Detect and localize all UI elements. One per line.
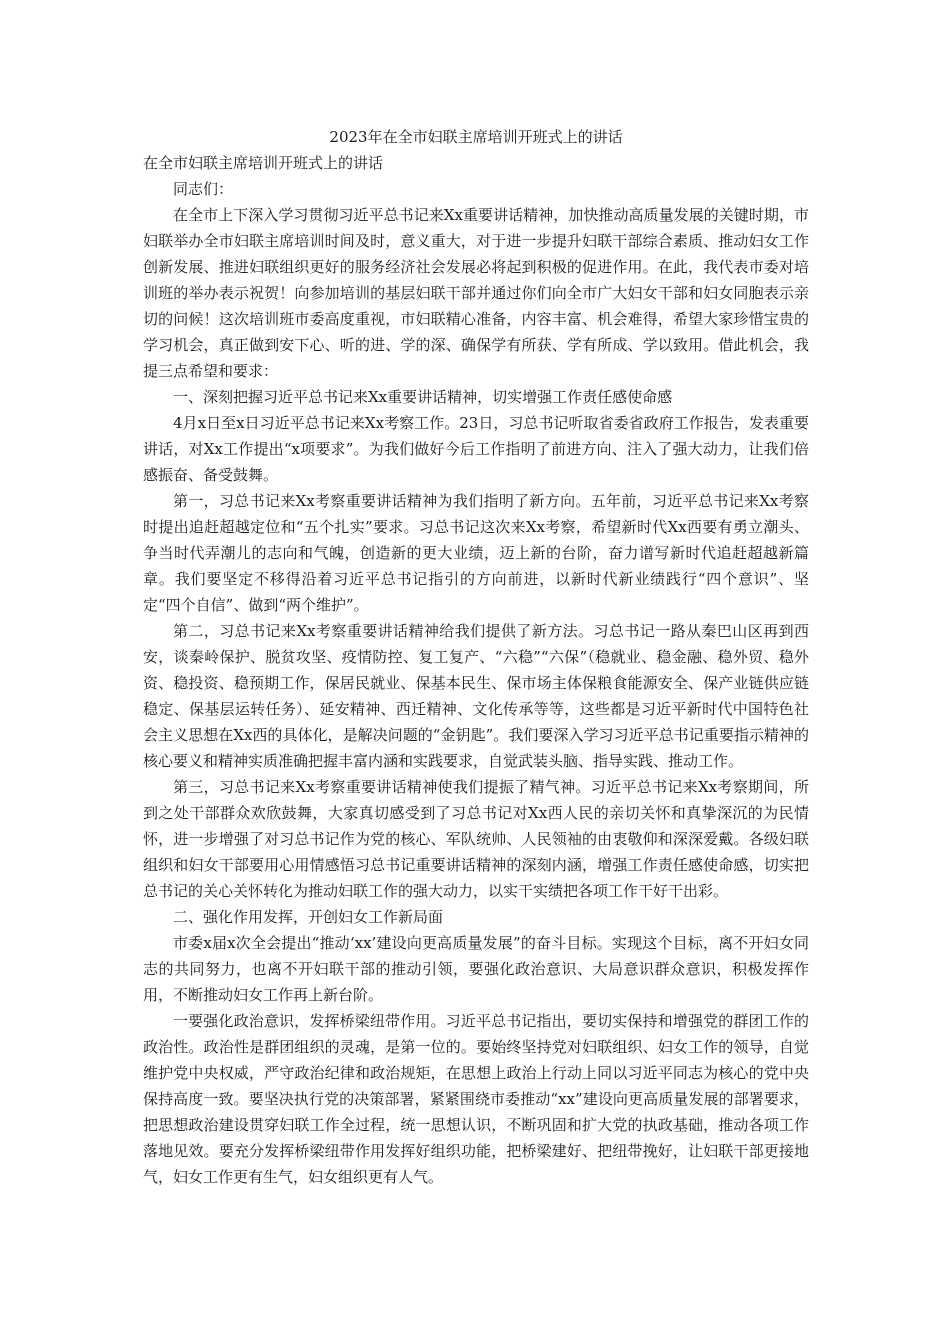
section-heading-1: 一、深刻把握习近平总书记来Xx重要讲话精神，切实增强工作责任感使命感 bbox=[173, 388, 673, 406]
paragraph-third-point: 第三，习总书记来Xx考察重要讲话精神使我们提振了精气神。习近平总书记来Xx考察期间，所到之处干部群众欢欣鼓舞，大家真切感受到了习总书记对Xx西人民的亲切关怀和真挚深沉的为民情怀，进一步增强了对习总书记作为党的核心、军队统帅、人民领袖的由衷敬仰和深深爱戴。各级妇联组织和妇女干部要用心用情感悟习总书记重要讲话精神的深刻内涵，增强工作责任感使命感，切实把总书记的关心关怀转化为推动妇联工作的强大动力，以实干实绩把各项工作干好干出彩。 bbox=[143, 778, 809, 900]
paragraph-inspection: 4月x日至x日习近平总书记来Xx考察工作。23日，习总书记听取省委省政府工作报告，发表重要讲话，对Xx工作提出“x项要求”。为我们做好今后工作指明了前进方向、注入了强大动力，让我们倍感振奋、备受鼓舞。 bbox=[143, 414, 809, 484]
paragraph-goal: 市委x届x次全会提出“推动‘xx’建设向更高质量发展”的奋斗目标。实现这个目标，离不开妇女同志的共同努力，也离不开妇联干部的推动引领，要强化政治意识、大局意识群众意识，积极发挥作用，不断推动妇女工作再上新台阶。 bbox=[143, 934, 809, 1004]
document-title: 2023年在全市妇联主席培训开班式上的讲话 bbox=[329, 128, 623, 146]
salutation: 同志们： bbox=[173, 180, 234, 198]
paragraph-first-point: 第一，习总书记来Xx考察重要讲话精神为我们指明了新方向。五年前，习近平总书记来Xx考察时提出追赶超越定位和“五个扎实”要求。习总书记这次来Xx考察，希望新时代Xx西要有勇立潮头、争当时代弄潮儿的志向和气魄，创造新的更大业绩，迈上新的台阶，奋力谱写新时代追赶超越新篇章。我们要坚定不移得沿着习近平总书记指引的方向前进，以新时代新业绩践行“四个意识”、坚定“四个自信”、做到“两个维护”。 bbox=[143, 492, 809, 614]
paragraph-intro: 在全市上下深入学习贯彻习近平总书记来Xx重要讲话精神，加快推动高质量发展的关键时期，市妇联举办全市妇联主席培训时间及时，意义重大，对于进一步提升妇联干部综合素质、推动妇女工作创新发展、推进妇联组织更好的服务经济社会发展必将起到积极的促进作用。在此，我代表市委对培训班的举办表示祝贺！向参加培训的基层妇联干部并通过你们向全市广大妇女干部和妇女同胞表示亲切的问候！这次培训班市委高度重视，市妇联精心准备，内容丰富、机会难得，希望大家珍惜宝贵的学习机会，真正做到安下心、听的进、学的深、确保学有所获、学有所成、学以致用。借此机会，我提三点希望和要求： bbox=[143, 206, 809, 380]
paragraph-political-awareness: 一要强化政治意识，发挥桥梁纽带作用。习近平总书记指出，要切实保持和增强党的群团工作的政治性。政治性是群团组织的灵魂，是第一位的。要始终坚持党对妇联组织、妇女工作的领导，自觉维护党中央权威，严守政治纪律和政治规矩，在思想上政治上行动上同以习近平同志为核心的党中央保持高度一致。要坚决执行党的决策部署，紧紧围绕市委推动“xx”建设向更高质量发展的部署要求，把思想政治建设贯穿妇联工作全过程，统一思想认识，不断巩固和扩大党的执政基础，推动各项工作落地见效。要充分发挥桥梁纽带作用发挥好组织功能，把桥梁建好、把纽带挽好，让妇联干部更接地气，妇女工作更有生气，妇女组织更有人气。 bbox=[143, 1012, 809, 1186]
paragraph-second-point: 第二，习总书记来Xx考察重要讲话精神给我们提供了新方法。习总书记一路从秦巴山区再到西安，谈秦岭保护、脱贫攻坚、疫情防控、复工复产、“六稳”“六保”（稳就业、稳金融、稳外贸、稳外资、稳投资、稳预期工作，保居民就业、保基本民生、保市场主体保粮食能源安全、保产业链供应链稳定、保基层运转任务）、延安精神、西迁精神、文化传承等等，这些都是习近平新时代中国特色社会主义思想在Xx西的具体化，是解决问题的“金钥匙”。我们要深入学习习近平总书记重要指示精神的核心要义和精神实质准确把握丰富内涵和实践要求，自觉武装头脑、指导实践、推动工作。 bbox=[143, 622, 809, 770]
document-body bbox=[143, 124, 809, 1190]
section-heading-2: 二、强化作用发挥，开创妇女工作新局面 bbox=[173, 908, 444, 926]
document-subtitle: 在全市妇联主席培训开班式上的讲话 bbox=[143, 154, 384, 172]
